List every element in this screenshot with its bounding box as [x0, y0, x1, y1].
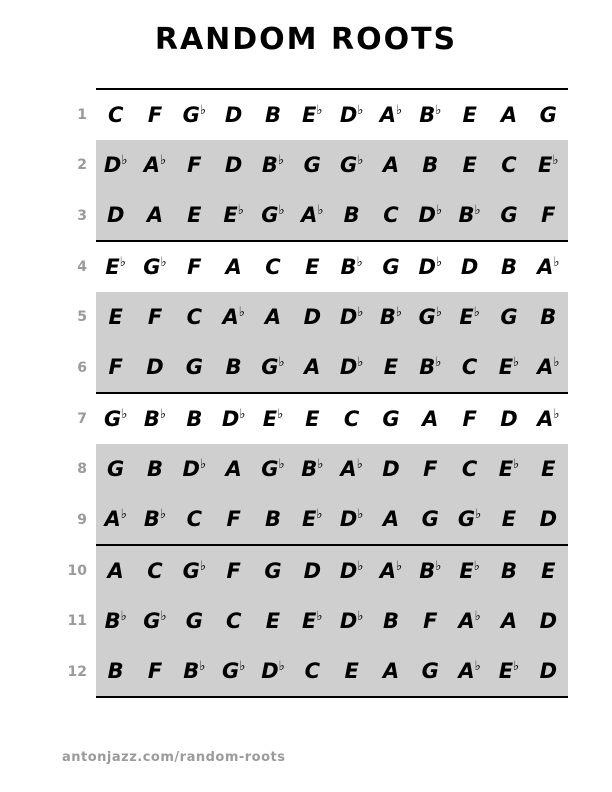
note-cell: B♭ [371, 292, 410, 342]
note-cell: B [253, 89, 292, 140]
note-cell: A [489, 89, 528, 140]
note-cell: A [214, 444, 253, 494]
note-cell: E♭ [293, 89, 332, 140]
roots-table-body [56, 89, 568, 697]
note-cell: A♭ [529, 393, 568, 444]
note-cell: A♭ [371, 89, 410, 140]
note-cell: D♭ [96, 140, 135, 190]
note-cell: G♭ [135, 241, 174, 292]
note-cell: B♭ [411, 545, 450, 596]
note-cell: A [214, 241, 253, 292]
note-cell: B [371, 596, 410, 646]
note-cell: C [214, 596, 253, 646]
row-number: 6 [56, 342, 96, 393]
note-cell: E♭ [96, 241, 135, 292]
note-cell: G [411, 494, 450, 545]
note-cell: E♭ [450, 292, 489, 342]
row-number: 12 [56, 646, 96, 697]
note-cell: E [529, 444, 568, 494]
note-cell: D [214, 140, 253, 190]
note-cell: G♭ [135, 596, 174, 646]
note-cell: A [371, 140, 410, 190]
note-cell: F [411, 596, 450, 646]
note-cell: G [96, 444, 135, 494]
note-cell: B [489, 545, 528, 596]
note-cell: E [489, 494, 528, 545]
note-cell: A [371, 646, 410, 697]
note-cell: A♭ [529, 342, 568, 393]
note-cell: E♭ [214, 190, 253, 241]
note-cell: B♭ [411, 89, 450, 140]
note-cell: G [411, 646, 450, 697]
table-row [56, 494, 568, 545]
note-cell: B♭ [135, 393, 174, 444]
note-cell: F [135, 646, 174, 697]
note-cell: D [529, 494, 568, 545]
row-number: 9 [56, 494, 96, 545]
note-cell: F [135, 292, 174, 342]
note-cell: G [371, 393, 410, 444]
note-cell: F [529, 190, 568, 241]
note-cell: B♭ [411, 342, 450, 393]
note-cell: D♭ [253, 646, 292, 697]
note-cell: F [175, 241, 214, 292]
row-number: 4 [56, 241, 96, 292]
note-cell: A♭ [450, 596, 489, 646]
table-row [56, 89, 568, 140]
note-cell: G [529, 89, 568, 140]
note-cell: E♭ [293, 596, 332, 646]
note-cell: B [96, 646, 135, 697]
note-cell: D [135, 342, 174, 393]
note-cell: B♭ [332, 241, 371, 292]
note-cell: F [411, 444, 450, 494]
note-cell: D [529, 596, 568, 646]
note-cell: C [293, 646, 332, 697]
note-cell: A♭ [371, 545, 410, 596]
note-cell: G♭ [253, 342, 292, 393]
row-number: 8 [56, 444, 96, 494]
note-cell: E♭ [529, 140, 568, 190]
note-cell: B♭ [175, 646, 214, 697]
note-cell: C [135, 545, 174, 596]
page-title: RANDOM ROOTS [154, 22, 458, 57]
note-cell: F [214, 545, 253, 596]
note-cell: G♭ [214, 646, 253, 697]
note-cell: G♭ [332, 140, 371, 190]
note-cell: E [450, 89, 489, 140]
note-cell: F [175, 140, 214, 190]
note-cell: G [371, 241, 410, 292]
note-cell: A♭ [332, 444, 371, 494]
note-cell: D♭ [332, 494, 371, 545]
note-cell: B♭ [96, 596, 135, 646]
note-cell: B♭ [135, 494, 174, 545]
footer-url: antonjazz.com/random-roots [62, 750, 286, 765]
note-cell: B [135, 444, 174, 494]
note-cell: D♭ [332, 596, 371, 646]
note-cell: D [489, 393, 528, 444]
note-cell: B [332, 190, 371, 241]
note-cell: D♭ [175, 444, 214, 494]
note-cell: E [371, 342, 410, 393]
note-cell: F [214, 494, 253, 545]
row-number: 7 [56, 393, 96, 444]
roots-table [56, 88, 568, 698]
row-number: 5 [56, 292, 96, 342]
note-cell: D♭ [411, 241, 450, 292]
note-cell: D♭ [332, 292, 371, 342]
note-cell: G [293, 140, 332, 190]
row-number: 10 [56, 545, 96, 596]
table-row [56, 596, 568, 646]
note-cell: D [293, 545, 332, 596]
note-cell: G♭ [253, 444, 292, 494]
note-cell: C [175, 494, 214, 545]
note-cell: E [293, 241, 332, 292]
note-cell: D♭ [411, 190, 450, 241]
note-cell: E♭ [293, 494, 332, 545]
note-cell: D [214, 89, 253, 140]
table-row [56, 241, 568, 292]
note-cell: B♭ [450, 190, 489, 241]
note-cell: G♭ [96, 393, 135, 444]
note-cell: E [332, 646, 371, 697]
note-cell: F [135, 89, 174, 140]
table-row [56, 140, 568, 190]
row-number: 3 [56, 190, 96, 241]
note-cell: C [332, 393, 371, 444]
table-row [56, 292, 568, 342]
table-row [56, 342, 568, 393]
note-cell: D [96, 190, 135, 241]
note-cell: E [175, 190, 214, 241]
note-cell: G♭ [253, 190, 292, 241]
note-cell: A [293, 342, 332, 393]
note-cell: A♭ [450, 646, 489, 697]
note-cell: G [175, 342, 214, 393]
note-cell: C [253, 241, 292, 292]
note-cell: G♭ [411, 292, 450, 342]
note-cell: E [293, 393, 332, 444]
note-cell: C [371, 190, 410, 241]
note-cell: B [175, 393, 214, 444]
note-cell: D [450, 241, 489, 292]
note-cell: C [489, 140, 528, 190]
note-cell: E [253, 596, 292, 646]
note-cell: B [411, 140, 450, 190]
table-row [56, 545, 568, 596]
note-cell: G [253, 545, 292, 596]
note-cell: C [450, 342, 489, 393]
note-cell: E♭ [489, 646, 528, 697]
note-cell: B [214, 342, 253, 393]
note-cell: E♭ [450, 545, 489, 596]
note-cell: B♭ [293, 444, 332, 494]
note-cell: C [96, 89, 135, 140]
note-cell: F [96, 342, 135, 393]
note-cell: E [450, 140, 489, 190]
note-cell: F [450, 393, 489, 444]
note-cell: A [411, 393, 450, 444]
note-cell: D♭ [214, 393, 253, 444]
note-cell: E [529, 545, 568, 596]
table-row [56, 646, 568, 697]
note-cell: G [489, 190, 528, 241]
row-number: 1 [56, 89, 96, 140]
note-cell: A♭ [214, 292, 253, 342]
note-cell: D [529, 646, 568, 697]
note-cell: G♭ [175, 545, 214, 596]
note-cell: B [529, 292, 568, 342]
note-cell: A [371, 494, 410, 545]
note-cell: D♭ [332, 545, 371, 596]
row-number: 11 [56, 596, 96, 646]
note-cell: E♭ [489, 342, 528, 393]
note-cell: B [489, 241, 528, 292]
note-cell: E♭ [489, 444, 528, 494]
random-roots-grid [56, 88, 568, 698]
table-row [56, 393, 568, 444]
note-cell: G♭ [450, 494, 489, 545]
note-cell: D♭ [332, 342, 371, 393]
note-cell: G♭ [175, 89, 214, 140]
note-cell: D [371, 444, 410, 494]
note-cell: C [175, 292, 214, 342]
table-row [56, 190, 568, 241]
note-cell: E [96, 292, 135, 342]
note-cell: G [175, 596, 214, 646]
table-row [56, 444, 568, 494]
note-cell: A♭ [96, 494, 135, 545]
note-cell: B♭ [253, 140, 292, 190]
note-cell: A [253, 292, 292, 342]
note-cell: A [489, 596, 528, 646]
note-cell: G [489, 292, 528, 342]
note-cell: E♭ [253, 393, 292, 444]
note-cell: A♭ [529, 241, 568, 292]
note-cell: A♭ [135, 140, 174, 190]
note-cell: B [253, 494, 292, 545]
note-cell: A [96, 545, 135, 596]
note-cell: D♭ [332, 89, 371, 140]
note-cell: C [450, 444, 489, 494]
row-number: 2 [56, 140, 96, 190]
note-cell: A [135, 190, 174, 241]
note-cell: D [293, 292, 332, 342]
note-cell: A♭ [293, 190, 332, 241]
